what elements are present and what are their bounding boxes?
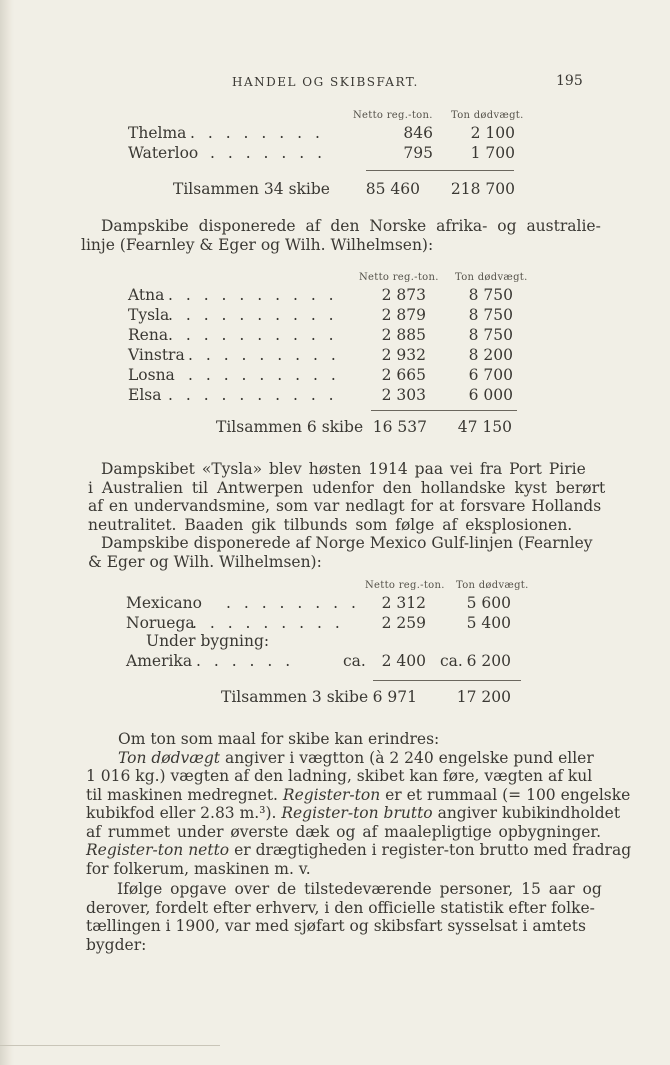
paragraph-ton-definitions: [86, 730, 631, 878]
leader-dots: . . . . . . . .: [226, 594, 360, 612]
text-line: for folkerum, maskinen m. v.: [86, 859, 311, 878]
text-line: Ifølge opgave over de tilstedeværende personer, 15 aar og: [117, 880, 602, 898]
ship-name: Thelma: [128, 124, 187, 142]
under-construction-label: [146, 632, 446, 652]
ship-name: Tysla: [128, 306, 170, 324]
leader-dots: . . . . . .: [196, 652, 295, 670]
netto-value: 2 400: [381, 652, 426, 670]
text-line: angiver i vægtton (à 2 240 engelske pund eller: [220, 748, 594, 767]
netto-value: 2 885: [381, 326, 426, 344]
leader-dots: . . . . . . . . .: [192, 614, 344, 632]
netto-value: 2 879: [381, 306, 426, 324]
page-edge-mark: [0, 1045, 220, 1046]
term-register-ton: Register-ton: [282, 785, 381, 804]
text-line: 1 016 kg.) vægten af den ladning, skibet kan føre, vægten af kul: [86, 767, 593, 785]
col-header-ton: Ton dødvægt.: [456, 580, 529, 591]
ship-name: Elsa: [128, 386, 162, 404]
total-netto: 16 537: [372, 418, 427, 436]
paragraph-tysla: [88, 460, 605, 571]
table-row: [126, 614, 526, 634]
col-header-netto: Netto reg.-ton.: [353, 110, 433, 121]
sum-rule: [373, 680, 521, 681]
col-header-ton: Ton dødvægt.: [451, 110, 524, 121]
text-line: bygder:: [86, 935, 147, 954]
running-header: HANDEL OG SKIBSFART.: [232, 75, 419, 89]
ship-name: Rena: [128, 326, 169, 344]
leader-dots: . . . . . . . . . .: [168, 286, 338, 304]
ton-value: 6 700: [468, 366, 513, 384]
table-row: [128, 346, 528, 366]
term-register-ton-brutto: Register-ton brutto: [281, 804, 433, 822]
total-ton: 47 150: [457, 418, 512, 436]
text-line: er drægtigheden i register-ton brutto med fradrag: [229, 841, 632, 859]
ship-name: Mexicano: [126, 594, 202, 612]
approx-prefix: ca.: [343, 652, 366, 670]
paragraph-afrika-linje: [81, 217, 601, 254]
table-row: [128, 124, 528, 144]
ship-name: Atna: [128, 286, 165, 304]
leader-dots: . . . . . . . . .: [188, 366, 340, 384]
ship-name: Losna: [128, 366, 175, 384]
sum-rule: [371, 410, 517, 411]
netto-value: 795: [403, 144, 433, 162]
text-line: af en undervandsmine, som var nedlagt for at forsvare Hollands: [88, 497, 602, 515]
ton-value: 8 750: [468, 306, 513, 324]
ton-value: 2 100: [470, 124, 515, 142]
text-line: Dampskibet «Tysla» blev høsten 1914 paa vei fra Port Pirie: [101, 460, 586, 478]
text-line: linje (Fearnley & Eger og Wilh. Wilhelmsen):: [81, 235, 434, 254]
col-header-netto: Netto reg.-ton.: [365, 580, 445, 591]
total-ton: 17 200: [456, 688, 511, 706]
text-line: i Australien til Antwerpen udenfor den hollandske kyst berørt: [88, 478, 606, 497]
leader-dots: . . . . . . . . . .: [168, 326, 338, 344]
netto-value: 2 303: [381, 386, 426, 404]
subheading: Under bygning:: [146, 632, 270, 650]
text-line: er et rummaal (= 100 engelske: [380, 785, 631, 804]
text-line: af rummet under øverste dæk og af maalepligtige opbygninger.: [86, 822, 602, 841]
total-label: Tilsammen 3 skibe: [221, 688, 369, 706]
term-ton-dodvaegt: Ton dødvægt: [118, 748, 221, 767]
netto-value: 2 665: [381, 366, 426, 384]
table-row: [128, 326, 528, 346]
page-number: 195: [556, 73, 583, 89]
text-line: angiver kubikindholdet: [432, 804, 621, 822]
text-line: kubikfod eller 2.83 m.³).: [86, 804, 282, 822]
total-netto: 6 971: [372, 688, 417, 706]
ship-name: Noruega: [126, 614, 195, 632]
ship-name: Waterloo: [128, 144, 199, 162]
col-header-netto: Netto reg.-ton.: [359, 272, 439, 283]
text-line: Om ton som maal for skibe kan erindres:: [118, 730, 440, 748]
ton-value: 8 200: [468, 346, 513, 364]
approx-prefix: ca.: [440, 652, 463, 670]
ship-name: Vinstra: [128, 346, 185, 364]
netto-value: 2 932: [381, 346, 426, 364]
text-line: & Eger og Wilh. Wilhelmsen):: [88, 552, 322, 571]
text-line: derover, fordelt efter erhverv, i den officielle statistik efter folke-: [86, 898, 595, 917]
text-line: tællingen i 1900, var med sjøfart og skibsfart sysselsat i amtets: [86, 917, 586, 935]
page-spine-shadow: [0, 0, 14, 1065]
table-row: [126, 652, 526, 672]
total-row: [216, 418, 536, 438]
table-row: [126, 594, 526, 614]
ton-value: 6 200: [466, 652, 511, 670]
col-header-ton: Ton dødvægt.: [455, 272, 528, 283]
paragraph-census: [86, 880, 602, 954]
table-row: [128, 286, 528, 306]
text-line: Dampskibe disponerede af Norge Mexico Gulf-linjen (Fearnley: [101, 534, 593, 552]
ton-value: 8 750: [468, 286, 513, 304]
total-label: Tilsammen 6 skibe: [216, 418, 364, 436]
leader-dots: . . . . . . .: [210, 144, 327, 162]
term-register-ton-netto: Register-ton netto: [86, 841, 230, 859]
table-row: [128, 386, 528, 406]
table-row: [128, 366, 528, 386]
netto-value: 846: [403, 124, 433, 142]
total-row: [221, 688, 521, 708]
ton-value: 5 400: [466, 614, 511, 632]
text-line: Dampskibe disponerede af den Norske afrika- og australie-: [101, 217, 601, 235]
total-label: Tilsammen 34 skibe: [173, 180, 330, 198]
ton-value: 5 600: [466, 594, 511, 612]
table-row: [128, 306, 528, 326]
ship-name: Amerika: [126, 652, 193, 670]
sum-rule: [366, 170, 514, 171]
text-line: til maskinen medregnet.: [86, 785, 283, 804]
leader-dots: . . . . . . . . .: [188, 346, 340, 364]
netto-value: 2 259: [381, 614, 426, 632]
netto-value: 2 312: [381, 594, 426, 612]
total-ton: 218 700: [450, 180, 515, 198]
ton-value: 8 750: [468, 326, 513, 344]
ton-value: 1 700: [470, 144, 515, 162]
netto-value: 2 873: [381, 286, 426, 304]
total-row: [173, 180, 533, 200]
text-line: neutralitet. Baaden gik tilbunds som følge af eksplosionen.: [88, 515, 573, 534]
table-row: [128, 144, 528, 164]
leader-dots: . . . . . . . .: [190, 124, 324, 142]
leader-dots: . . . . . . . . . .: [168, 306, 338, 324]
leader-dots: . . . . . . . . . .: [168, 386, 338, 404]
ton-value: 6 000: [468, 386, 513, 404]
total-netto: 85 460: [365, 180, 420, 198]
